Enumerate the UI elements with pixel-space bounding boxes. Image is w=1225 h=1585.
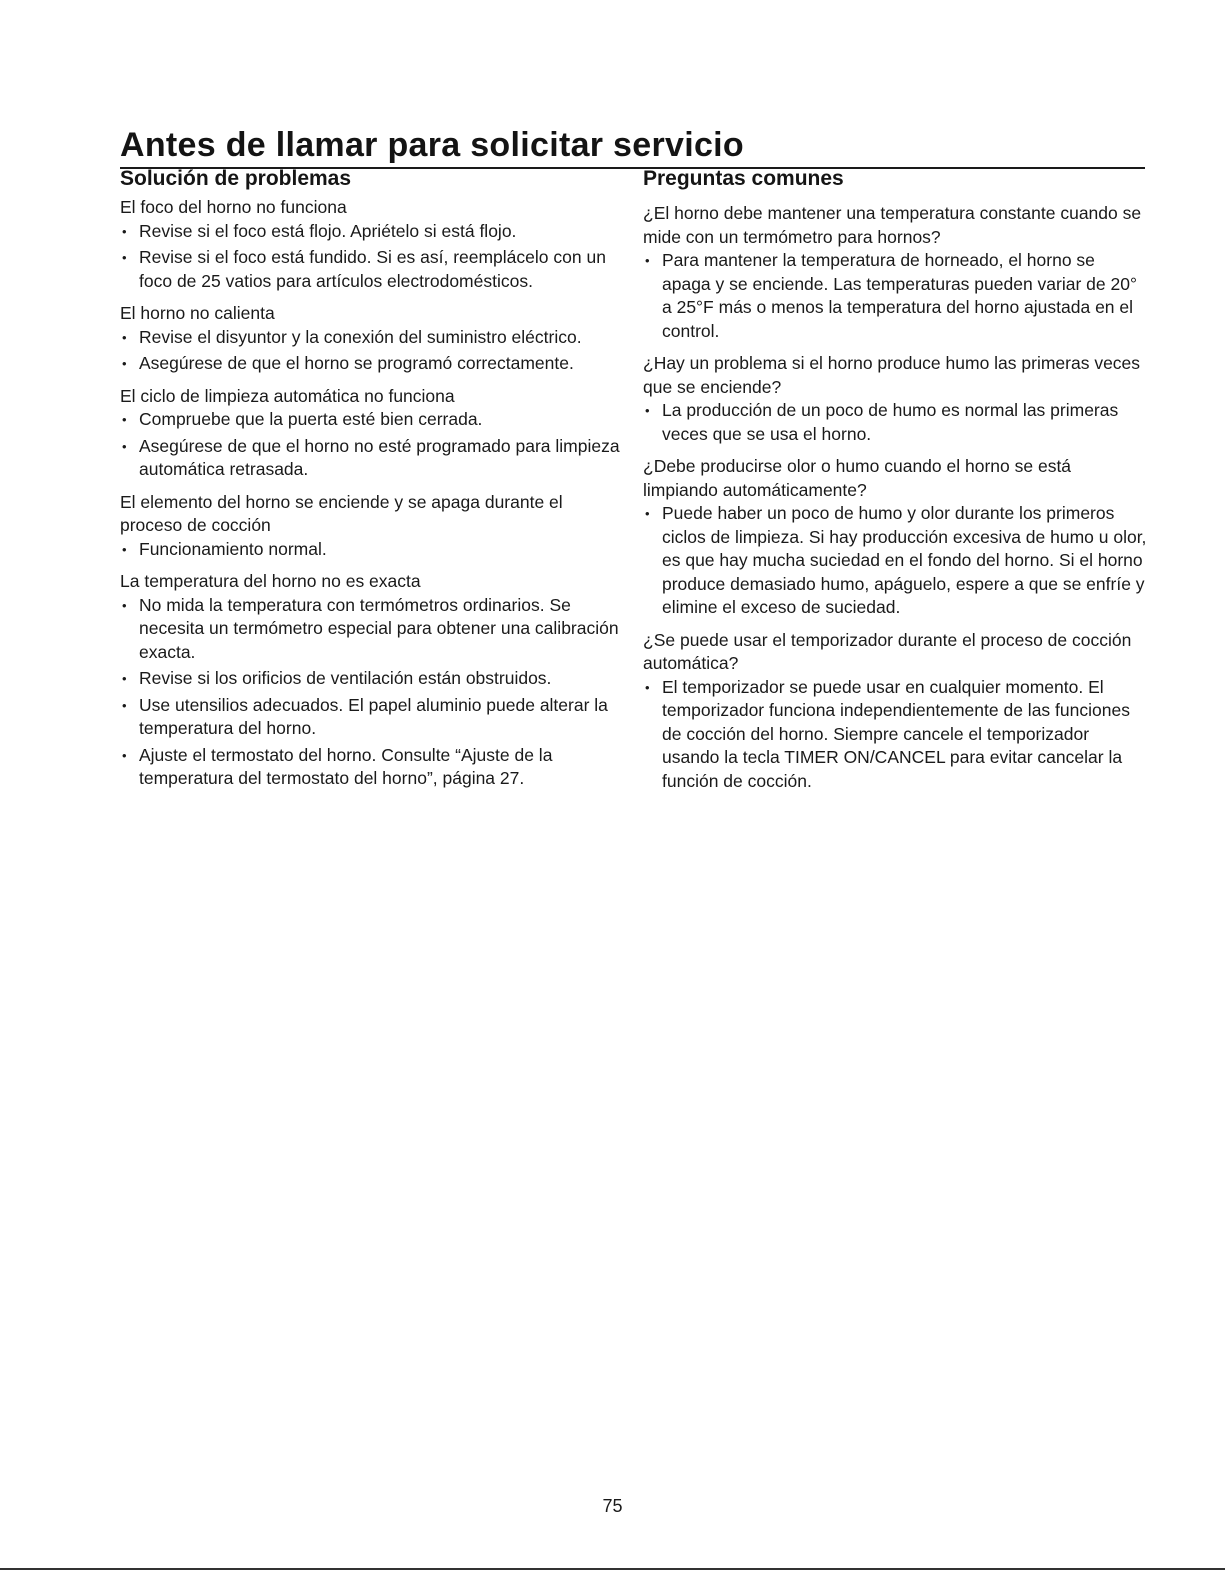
solution-item bbox=[120, 435, 620, 482]
solution-text: Revise si el foco está fundido. Si es así, reemplácelo con un foco de 25 vatios para artículos electrodomésticos. bbox=[139, 247, 606, 291]
problem-title: La temperatura del horno no es exacta bbox=[120, 571, 421, 591]
answer-item bbox=[643, 676, 1148, 794]
bullet-icon: • bbox=[122, 697, 127, 713]
problem-block bbox=[120, 302, 620, 376]
question-text: ¿Debe producirse olor o humo cuando el horno se está limpiando automáticamente? bbox=[643, 456, 1072, 500]
solution-text: Compruebe que la puerta esté bien cerrada. bbox=[139, 409, 483, 429]
solution-list bbox=[120, 326, 620, 376]
bullet-icon: • bbox=[645, 679, 650, 695]
solution-list bbox=[120, 538, 620, 562]
bullet-icon: • bbox=[122, 597, 127, 613]
bullet-icon: • bbox=[122, 541, 127, 557]
bullet-icon: • bbox=[645, 253, 650, 268]
bullet-icon: • bbox=[122, 356, 127, 371]
solution-list bbox=[120, 594, 620, 791]
solution-item bbox=[120, 538, 620, 562]
faq-column bbox=[643, 164, 1148, 802]
solution-item bbox=[120, 667, 620, 691]
solution-item bbox=[120, 408, 620, 432]
solution-text: Use utensilios adecuados. El papel aluminio puede alterar la temperatura del horno. bbox=[139, 694, 608, 738]
bullet-icon: • bbox=[645, 506, 650, 521]
solution-text: Asegúrese de que el horno no esté programado para limpieza automática retrasada. bbox=[139, 435, 620, 479]
bullet-icon: • bbox=[122, 223, 127, 239]
solution-text: Funcionamiento normal. bbox=[139, 538, 327, 559]
page-title: Antes de llamar para solicitar servicio bbox=[120, 123, 1145, 169]
bullet-icon: • bbox=[122, 671, 127, 686]
solution-text: Revise si los orificios de ventilación están obstruidos. bbox=[139, 668, 552, 688]
question-text: ¿Hay un problema si el horno produce humo las primeras veces que se enciende? bbox=[643, 353, 1141, 397]
problem-title: El foco del horno no funciona bbox=[120, 197, 347, 217]
problem-block bbox=[120, 491, 620, 562]
answer-item bbox=[643, 502, 1148, 620]
answer-list bbox=[643, 502, 1148, 620]
page-number: 75 bbox=[602, 1496, 623, 1516]
answer-text: Puede haber un poco de humo y olor durante los primeros ciclos de limpieza. Si hay producción excesiva de humo u olor, es que hay mucha suciedad en el fondo del horno. Si el horno produce demasiado humo, apáguelo, espere a que se enfríe y elimine el exceso de suciedad. bbox=[662, 503, 1147, 617]
problem-block bbox=[120, 196, 620, 293]
question-block bbox=[643, 202, 1148, 343]
faq-heading: Preguntas comunes bbox=[643, 167, 844, 190]
problem-title: El elemento del horno se enciende y se apaga durante el proceso de cocción bbox=[120, 491, 563, 535]
answer-item bbox=[643, 249, 1148, 343]
troubleshooting-column bbox=[120, 164, 620, 800]
solution-list bbox=[120, 408, 620, 482]
answer-list bbox=[643, 399, 1148, 446]
solution-item bbox=[120, 594, 620, 665]
problem-title: El horno no calienta bbox=[120, 303, 275, 323]
solution-text: Ajuste el termostato del horno. Consulte “Ajuste de la temperatura del termostato del horno”, página 27. bbox=[139, 744, 553, 788]
solution-text: No mida la temperatura con termómetros ordinarios. Se necesita un termómetro especial para obtener una calibración exacta. bbox=[139, 594, 619, 662]
bullet-icon: • bbox=[122, 438, 127, 454]
question-block bbox=[643, 455, 1148, 620]
question-text: ¿Se puede usar el temporizador durante el proceso de cocción automática? bbox=[643, 629, 1132, 673]
solution-item bbox=[120, 744, 620, 791]
answer-list bbox=[643, 249, 1148, 343]
solution-item bbox=[120, 220, 620, 244]
answer-text: Para mantener la temperatura de horneado, el horno se apaga y se enciende. Las temperaturas pueden variar de 20° a 25°F más o menos la temperatura del horno ajustada en el control. bbox=[662, 250, 1137, 341]
answer-text: El temporizador se puede usar en cualquier momento. El temporizador funciona independientemente de las funciones de cocción del horno. Siempre cancele el temporizador usando la tecla TIMER ON/CANCEL para evitar cancelar la función de cocción. bbox=[662, 676, 1130, 791]
problem-block bbox=[120, 570, 620, 791]
solution-item bbox=[120, 326, 620, 350]
question-text: ¿El horno debe mantener una temperatura constante cuando se mide con un termómetro para hornos? bbox=[643, 203, 1142, 247]
bullet-icon: • bbox=[122, 747, 127, 763]
answer-item bbox=[643, 399, 1148, 446]
problem-title: El ciclo de limpieza automática no funciona bbox=[120, 385, 455, 406]
solution-text: Revise el disyuntor y la conexión del suministro eléctrico. bbox=[139, 326, 582, 347]
solution-item bbox=[120, 352, 620, 376]
solution-item bbox=[120, 246, 620, 293]
answer-text: La producción de un poco de humo es normal las primeras veces que se usa el horno. bbox=[662, 400, 1119, 444]
troubleshooting-heading: Solución de problemas bbox=[120, 167, 352, 190]
answer-list bbox=[643, 676, 1148, 794]
solution-list bbox=[120, 220, 620, 294]
problem-block bbox=[120, 385, 620, 482]
bullet-icon: • bbox=[122, 412, 127, 427]
solution-text: Revise si el foco está flojo. Apriételo si está flojo. bbox=[139, 220, 517, 241]
bullet-icon: • bbox=[645, 403, 650, 418]
solution-text: Asegúrese de que el horno se programó correctamente. bbox=[139, 353, 574, 373]
solution-item bbox=[120, 694, 620, 741]
question-block bbox=[643, 629, 1148, 794]
question-block bbox=[643, 352, 1148, 446]
bullet-icon: • bbox=[122, 329, 127, 345]
bullet-icon: • bbox=[122, 250, 127, 265]
bottom-rule bbox=[0, 1568, 1225, 1570]
